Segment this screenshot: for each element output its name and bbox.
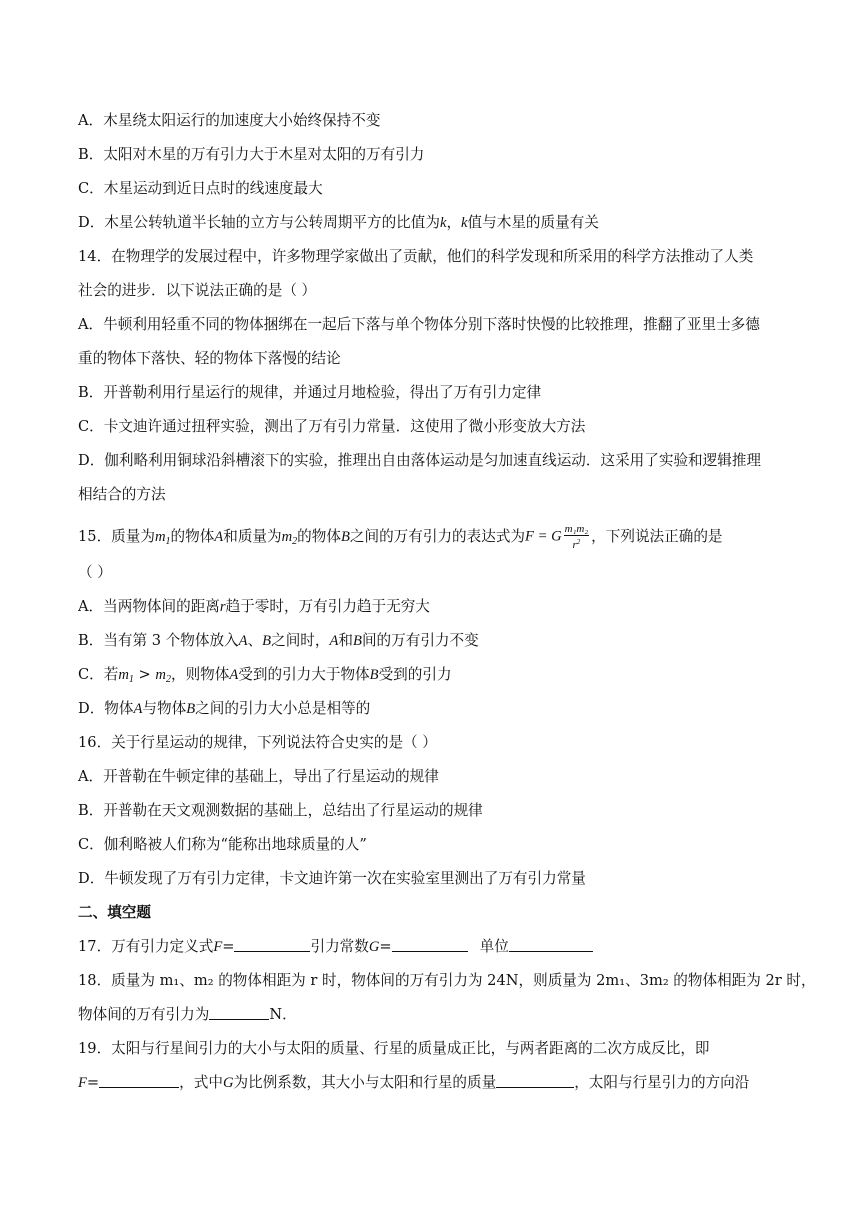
formula-numerator: m₁m₂ — [564, 523, 589, 535]
q13-option-c: C．木星运动到近日点时的线速度最大 — [78, 180, 323, 197]
q13-d-comma: ， — [446, 214, 462, 231]
q15-paren: （ ） — [78, 564, 112, 581]
q15-text: ，下列说法正确的是 — [591, 528, 723, 545]
q14-option-c: C．卡文迪许通过扭秤实验，测出了万有引力常量．这使用了微小形变放大方法 — [78, 418, 586, 435]
q14-option-a-line2: 重的物体下落快、轻的物体下落慢的结论 — [78, 350, 341, 367]
q15-m2: m — [281, 529, 293, 545]
q16-option-a: A．开普勒在牛顿定律的基础上，导出了行星运动的规律 — [78, 768, 439, 785]
q15-text: 和质量为 — [223, 528, 282, 545]
q19-line2: F= ，式中G为比例系数，其大小与太阳和行星的质量 ，太阳与行星引力的方向沿 — [78, 1074, 750, 1091]
q14-option-b: B．开普勒利用行星运行的规律，并通过月地检验，得出了万有引力定律 — [78, 384, 542, 401]
q19-blank-formula[interactable] — [99, 1073, 179, 1088]
q13-option-b: B．太阳对木星的万有引力大于木星对太阳的万有引力 — [78, 146, 425, 163]
formula-fraction — [564, 523, 590, 551]
q18-blank-force[interactable] — [209, 1005, 269, 1020]
q13-d-text2: 值与木星的质量有关 — [467, 214, 599, 231]
q17: 17．万有引力定义式F= 引力常数G= 单位 — [78, 937, 593, 957]
q15-option-a: A．当两物体间的距离r趋于零时，万有引力趋于无穷大 — [78, 598, 430, 615]
q15-m1: m — [154, 529, 166, 545]
formula-lhs: F = G — [525, 528, 562, 545]
q19-line1: 19．太阳与行星间引力的大小与太阳的质量、行星的质量成正比，与两者距离的二次方成反比，即 — [78, 1040, 710, 1057]
q13-d-text: D．木星公转轨道半长轴的立方与公转周期平方的比值为 — [78, 214, 440, 231]
q13-d-k: k — [439, 215, 447, 231]
q13-option-d — [78, 213, 599, 233]
formula-denominator: $r^2$ — [572, 538, 581, 551]
q15-m1-sub: 1 — [165, 536, 171, 547]
q16-stem: 16．关于行星运动的规律，下列说法符合史实的是（ ） — [78, 734, 437, 751]
q15-option-d: D．物体A与物体B之间的引力大小总是相等的 — [78, 700, 371, 717]
gravitation-formula — [525, 523, 591, 551]
q17-blank-constant[interactable] — [392, 937, 468, 952]
q18-line1: 18．质量为 m₁、m₂ 的物体相距为 r 时，物体间的万有引力为 24N，则质量为 2m₁、3m₂ 的物体相距为 2r 时， — [78, 972, 816, 989]
q14-stem-line2: 社会的进步．以下说法正确的是（ ） — [78, 282, 317, 299]
q15-text: 的物体 — [170, 528, 215, 545]
q15-text: 15．质量为 — [78, 528, 155, 545]
q15-A: A — [214, 529, 224, 545]
q15-stem — [78, 523, 723, 552]
q14-stem-line1: 14．在物理学的发展过程中，许多物理学家做出了贡献，他们的科学发现和所采用的科学方法推动了人类 — [78, 248, 754, 265]
q18-line2: 物体间的万有引力为 N． — [78, 1006, 297, 1023]
q13-option-a: A．木星绕太阳运行的加速度大小始终保持不变 — [78, 112, 381, 129]
q16-option-c: C．伽利略被人们称为“能称出地球质量的人” — [78, 836, 367, 853]
q16-option-b: B．开普勒在天文观测数据的基础上，总结出了行星运动的规律 — [78, 802, 483, 819]
q13-d-k2: k — [461, 215, 468, 231]
q15-text: 的物体 — [297, 528, 341, 545]
q16-option-d: D．牛顿发现了万有引力定律，卡文迪许第一次在实验室里测出了万有引力常量 — [78, 870, 586, 887]
q14-option-d-line2: 相结合的方法 — [78, 486, 166, 503]
q19-blank-relation[interactable] — [496, 1073, 574, 1088]
q14-option-d-line1: D．伽利略利用铜球沿斜槽滚下的实验，推理出自由落体运动是匀加速直线运动．这采用了实验和逻辑推理 — [78, 452, 762, 469]
q17-blank-unit[interactable] — [509, 937, 593, 952]
section-title-fill-in: 二、填空题 — [78, 904, 151, 921]
q15-option-c: C．若$m_1 > m_2$，则物体A受到的引力大于物体B受到的引力 — [78, 666, 452, 685]
q15-B: B — [340, 529, 350, 545]
q15-text: 之间的万有引力的表达式为 — [349, 528, 526, 545]
q15-m2-sub: 2 — [292, 536, 298, 547]
q15-option-b: B．当有第 3 个物体放入A、B之间时，A和B间的万有引力不变 — [78, 632, 479, 649]
q14-option-a-line1: A．牛顿利用轻重不同的物体捆绑在一起后下落与单个物体分别下落时快慢的比较推理，推翻了亚里士多德 — [78, 316, 760, 333]
q17-blank-formula[interactable] — [234, 937, 310, 952]
